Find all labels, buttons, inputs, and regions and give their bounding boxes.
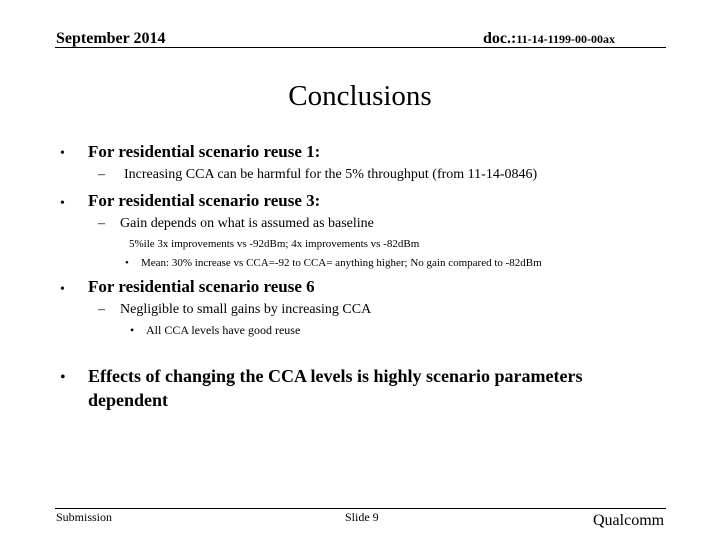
final-conclusion: Effects of changing the CCA levels is highly scenario parameters dependent bbox=[88, 366, 583, 410]
reuse3-percentile: 5%ile 3x improvements vs -92dBm; 4x improvements vs -82dBm bbox=[129, 238, 420, 250]
bullet-icon: • bbox=[60, 196, 65, 211]
doc-number: 11-14-1199-00-00ax bbox=[516, 32, 615, 46]
reuse3-heading: For residential scenario reuse 3: bbox=[88, 191, 321, 210]
footer-rule bbox=[55, 508, 666, 509]
bullet-icon: • bbox=[130, 323, 135, 337]
reuse6-subpoint: All CCA levels have good reuse bbox=[146, 323, 301, 337]
slide-title: Conclusions bbox=[288, 80, 432, 112]
header-rule bbox=[55, 47, 666, 48]
reuse3-detail: Gain depends on what is assumed as baseline bbox=[120, 216, 374, 231]
dash-icon: – bbox=[98, 302, 105, 317]
bullet-icon: • bbox=[60, 369, 66, 386]
bullet-icon: • bbox=[60, 282, 65, 297]
reuse3-mean: Mean: 30% increase vs CCA=-92 to CCA= anything higher; No gain compared to -82dBm bbox=[141, 257, 542, 269]
reuse6-detail: Negligible to small gains by increasing CCA bbox=[120, 302, 372, 317]
bullet-icon: • bbox=[60, 146, 65, 161]
dash-icon: – bbox=[98, 216, 105, 231]
footer-submission: Submission bbox=[56, 510, 113, 524]
reuse1-heading: For residential scenario reuse 1: bbox=[88, 142, 321, 161]
footer-company: Qualcomm bbox=[593, 512, 665, 529]
doc-prefix: doc.: bbox=[483, 30, 517, 47]
dash-icon: – bbox=[98, 167, 105, 182]
reuse1-detail: Increasing CCA can be harmful for the 5% throughput (from 11-14-0846) bbox=[124, 167, 538, 182]
footer-slide-number: Slide 9 bbox=[345, 510, 379, 524]
header-doc-id bbox=[483, 30, 615, 48]
bullet-icon: • bbox=[125, 257, 129, 269]
reuse6-heading: For residential scenario reuse 6 bbox=[88, 277, 315, 296]
header-date: September 2014 bbox=[56, 30, 166, 47]
